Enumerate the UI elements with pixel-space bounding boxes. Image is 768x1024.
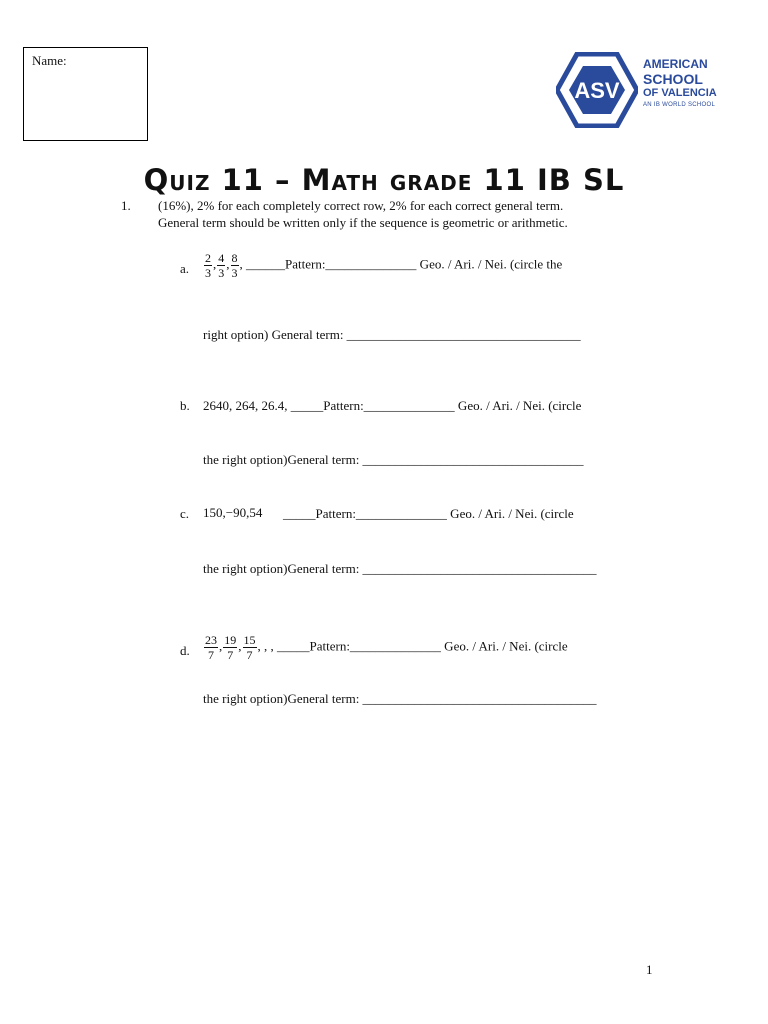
logo-line-3: OF VALENCIA	[643, 87, 717, 99]
item-d-fraction: $\frac{23}{7}$	[205, 633, 217, 662]
item-a-pattern: ______Pattern:______________ Geo. / Ari. / Nei. (circle the	[246, 256, 563, 272]
item-a-fraction: $\frac{4}{3}$	[218, 251, 225, 280]
item-d-pattern: , , , _____Pattern:______________ Geo. / Ari. / Nei. (circle	[257, 638, 568, 654]
item-c-pattern: _____Pattern:______________ Geo. / Ari. / Nei. (circle	[283, 506, 574, 521]
logo-mark: ASV	[574, 78, 620, 103]
item-c-sequence: 150,−90,54	[203, 505, 263, 520]
asv-hexagon-icon	[556, 52, 638, 128]
item-d-fraction: $\frac{19}{7}$	[224, 633, 237, 662]
page-title: Quiz 11 – Math grade 11 IB SL	[143, 163, 625, 197]
item-d-letter: d.	[180, 643, 190, 658]
item-d-general-term: the right option)General term: ____________________________________	[203, 691, 597, 706]
school-name	[643, 58, 717, 110]
item-b-pattern: 2640, 264, 26.4, _____Pattern:______________ Geo. / Ari. / Nei. (circle	[203, 398, 582, 413]
item-d-row: $\frac{23}{7}$ , $\frac{19}{7}$ , $\frac{15}{7}$ , , , _____Pattern:______________ Geo. / Ari. / Nei. (circle	[205, 633, 568, 662]
item-c-general-term: the right option)General term: ____________________________________	[203, 561, 597, 576]
item-a-row: $\frac{2}{3}$ , $\frac{4}{3}$ , $\frac{8}{3}$ , ______Pattern:______________ Geo. / Ari. / Nei. (circle the	[205, 251, 563, 280]
logo-line-1: AMERICAN	[643, 57, 708, 71]
name-box	[23, 47, 148, 141]
question-instructions-1: (16%), 2% for each completely correct row, 2% for each correct general term.	[158, 198, 564, 213]
school-logo	[556, 52, 638, 133]
name-label: Name:	[32, 53, 67, 68]
item-b-general-term: the right option)General term: __________________________________	[203, 452, 584, 467]
item-c-letter: c.	[180, 506, 190, 521]
question-number: 1.	[121, 198, 131, 213]
item-a-general-term: right option) General term: ____________________________________	[203, 327, 581, 342]
question-instructions-2: General term should be written only if the sequence is geometric or arithmetic.	[158, 215, 568, 230]
item-a-fraction: $\frac{8}{3}$	[231, 251, 238, 280]
logo-line-2: SCHOOL	[643, 71, 703, 87]
item-b-letter: b.	[180, 398, 190, 413]
item-a-letter: a.	[180, 261, 190, 276]
item-d-fraction: $\frac{15}{7}$	[243, 633, 256, 662]
logo-tagline: AN IB WORLD SCHOOL	[643, 102, 716, 108]
item-a-fraction: $\frac{2}{3}$	[205, 251, 211, 280]
page-number: 1	[646, 962, 653, 977]
